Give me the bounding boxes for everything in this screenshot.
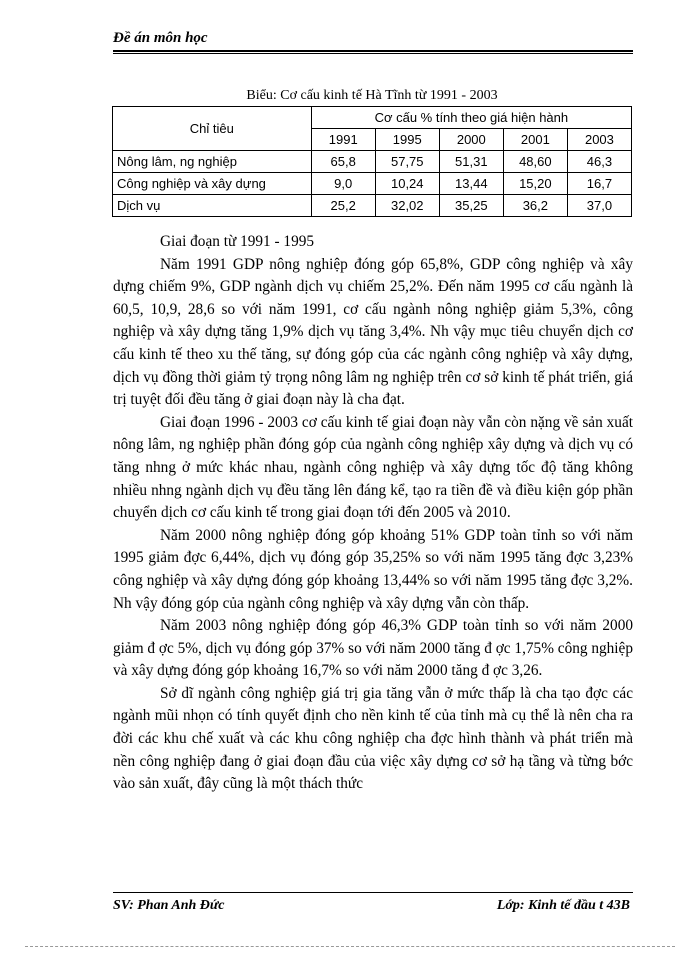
- table-row: [113, 151, 632, 173]
- header-title: Đề án môn học: [113, 30, 208, 46]
- table-cell: 48,60: [503, 151, 567, 173]
- section-heading: Giai đoạn từ 1991 - 1995: [160, 233, 315, 250]
- economic-structure-table: [112, 106, 632, 217]
- year-header: 1995: [375, 129, 439, 151]
- table-cell: 65,8: [311, 151, 375, 173]
- year-header: 2001: [503, 129, 567, 151]
- table-cell: 36,2: [503, 195, 567, 217]
- table-cell: 13,44: [439, 173, 503, 195]
- row-label: Nông lâm, ng nghiệp: [113, 151, 312, 173]
- year-header: 1991: [311, 129, 375, 151]
- page-break-line: [25, 946, 675, 947]
- paragraph: Giai đoạn 1996 - 2003 cơ cấu kinh tế giai đoạn này vẫn còn nặng về sản xuất nông lâm, ng nghiệp phần đóng góp của ngành công nghiệp xây dựng và dịch vụ có tăng nhng ở mức khác nhau, ngành công nghiệp và xây dựng tốc độ tăng không nhiều nhng ngành dịch vụ đều tăng lên đáng kể, tạo ra tiền đề và điều kiện góp phần chuyển dịch cơ cấu kinh tế trong giai đoạn tới đến 2005 và 2010.: [113, 413, 633, 522]
- table-cell: 46,3: [567, 151, 631, 173]
- body-text: [113, 231, 633, 796]
- year-header: 2003: [567, 129, 631, 151]
- indicator-header: Chỉ tiêu: [113, 107, 312, 151]
- group-header: Cơ cấu % tính theo giá hiện hành: [311, 107, 631, 129]
- table-caption: Biểu: Cơ cấu kinh tế Hà Tĩnh từ 1991 - 2003: [246, 88, 498, 103]
- footer-rule: [113, 892, 633, 893]
- paragraph: Năm 2000 nông nghiệp đóng góp khoảng 51% GDP toàn tỉnh so với năm 1995 giảm đợc 6,44%, dịch vụ đóng góp 35,25% so với năm 1995 tăng đợc 3,23% công nghiệp và xây dựng đóng góp khoảng 13,44% so với năm 1995 tăng đợc 3,2%. Nh vậy đóng góp của ngành công nghiệp và xây dựng vẫn còn thấp.: [113, 526, 633, 612]
- table-cell: 10,24: [375, 173, 439, 195]
- footer-class: Lớp: Kinh tế đầu t 43B: [496, 898, 630, 913]
- table-header-row: [113, 107, 632, 129]
- table-cell: 16,7: [567, 173, 631, 195]
- table-cell: 37,0: [567, 195, 631, 217]
- year-header: 2000: [439, 129, 503, 151]
- table-cell: 51,31: [439, 151, 503, 173]
- table-cell: 35,25: [439, 195, 503, 217]
- table-cell: 15,20: [503, 173, 567, 195]
- paragraph: Năm 2003 nông nghiệp đóng góp 46,3% GDP toàn tỉnh so với năm 2000 giảm đ ợc 5%, dịch vụ đóng góp 37% so với năm 2000 tăng đ ợc 1,75% công nghiệp và xây dựng đóng góp khoảng 16,7% so với năm 2000 tăng đ ợc 3,26.: [113, 617, 633, 680]
- table-cell: 25,2: [311, 195, 375, 217]
- table-row: [113, 173, 632, 195]
- table-cell: 9,0: [311, 173, 375, 195]
- header-rule: [113, 50, 633, 54]
- paragraph: Sở dĩ ngành công nghiệp giá trị gia tăng vẫn ở mức thấp là cha tạo đợc các ngành mũi nhọn có tính quyết định cho nền kinh tế của tỉnh mà cụ thể là nên cha ra đời các khu chế xuất và các khu công nghiệp cha đợc hình thành và phát triển mà nền công nghiệp đang ở giai đoạn đầu của việc xây dựng cơ sở hạ tầng và từng bớc vào sản xuất, đây cũng là một thách thức: [113, 684, 633, 793]
- paragraph: Năm 1991 GDP nông nghiệp đóng góp 65,8%, GDP công nghiệp và xây dựng chiếm 9%, GDP ngành dịch vụ chiếm 25,2%. Đến năm 1995 cơ cấu ngành là 60,5, 10,9, 28,6 so với năm 1991, cơ cấu ngành nông nghiệp giảm 5,3%, công nghiệp và xây dựng tăng 1,9% dịch vụ tăng 3,4%. Nh vậy mục tiêu chuyển dịch cơ cấu kinh tế theo xu thế tăng, sự đóng góp của các ngành công nghiệp và xây dựng, dịch vụ đồng thời giảm tỷ trọng nông lâm ng nghiệp trên cơ sở kinh tế phát triển, giá trị tuyệt đối đều tăng ở giai đoạn này là cha đạt.: [113, 255, 633, 409]
- footer-student: SV: Phan Anh Đức: [113, 898, 225, 913]
- table-cell: 32,02: [375, 195, 439, 217]
- table-row: [113, 195, 632, 217]
- table-cell: 57,75: [375, 151, 439, 173]
- row-label: Dịch vụ: [113, 195, 312, 217]
- row-label: Công nghiệp và xây dựng: [113, 173, 312, 195]
